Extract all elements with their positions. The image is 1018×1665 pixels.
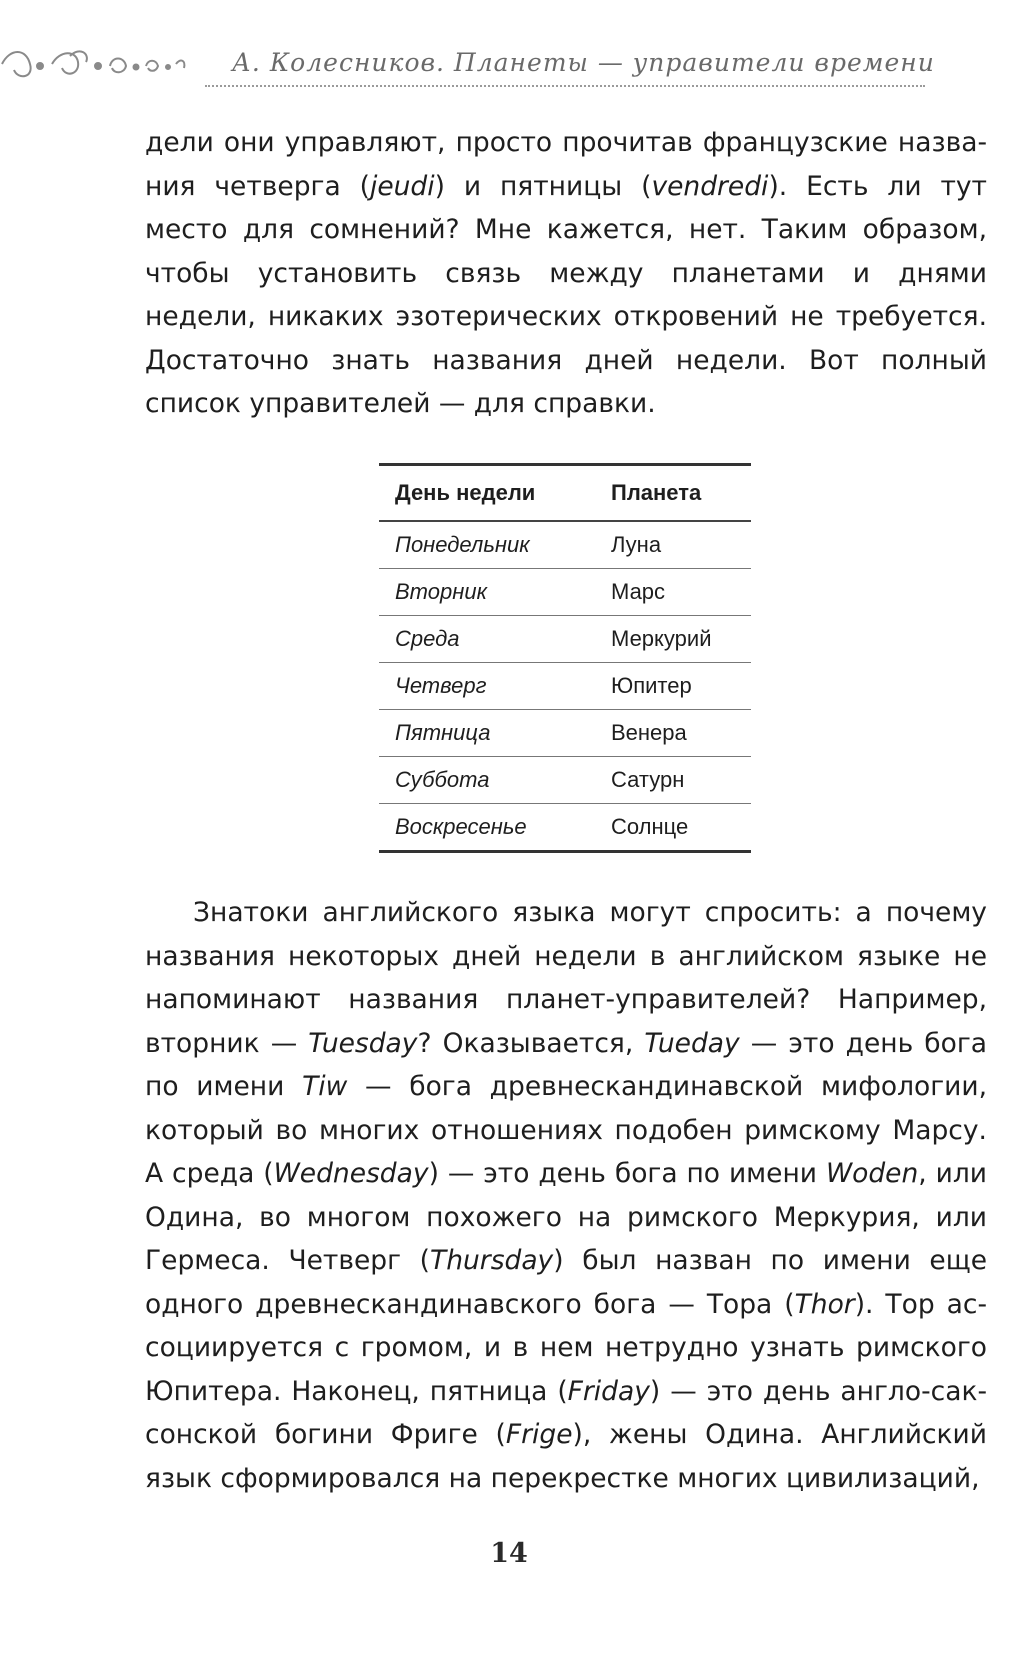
day-cell: Понедельник bbox=[379, 521, 595, 569]
day-cell: Четверг bbox=[379, 663, 595, 710]
italic-term: Tuesday bbox=[308, 1027, 418, 1059]
text-segment: ). Тор ассоциируется с громом, и в нем нетрудно узнать римского Юпитера. Наконец, пятница ( bbox=[145, 1288, 987, 1407]
page-number: 14 bbox=[490, 1538, 528, 1569]
header-dotted-rule bbox=[205, 85, 925, 87]
planet-cell: Луна bbox=[595, 521, 751, 569]
table-row bbox=[379, 521, 751, 569]
italic-term: Thor bbox=[794, 1288, 855, 1320]
column-header-day: День недели bbox=[379, 465, 595, 522]
planet-cell: Сатурн bbox=[595, 757, 751, 804]
paragraph-1 bbox=[145, 121, 987, 426]
table-row bbox=[379, 804, 751, 852]
italic-term: Wednesday bbox=[273, 1158, 429, 1189]
table-row bbox=[379, 569, 751, 616]
table-row bbox=[379, 757, 751, 804]
italic-term: Tueday bbox=[644, 1027, 740, 1059]
italic-term: vendredi bbox=[651, 170, 769, 202]
column-header-planet: Планета bbox=[595, 465, 751, 522]
text-segment: , или Одина, во многом похожего на римского Меркурия, или Гермеса. Четверг ( bbox=[145, 1158, 988, 1276]
italic-term: Tiw bbox=[302, 1071, 348, 1102]
text-segment: — это день бога по имени bbox=[145, 1027, 987, 1102]
day-cell: Среда bbox=[379, 616, 595, 663]
planet-cell: Меркурий bbox=[595, 616, 751, 663]
day-cell: Пятница bbox=[379, 710, 595, 757]
italic-term: Frige bbox=[505, 1419, 573, 1450]
planet-cell: Венера bbox=[595, 710, 751, 757]
planet-rulers-table bbox=[379, 463, 751, 853]
table-row bbox=[379, 710, 751, 757]
day-cell: Воскресенье bbox=[395, 814, 527, 839]
italic-term: Thursday bbox=[430, 1245, 554, 1276]
planet-cell: Юпитер bbox=[595, 663, 751, 710]
table-row bbox=[379, 663, 751, 710]
text-segment: ) был назван по имени еще одного древнескандинавского бога — Тора ( bbox=[145, 1245, 988, 1320]
planet-cell: Солнце bbox=[611, 814, 689, 839]
italic-term: Friday bbox=[567, 1375, 650, 1407]
text-segment: — бога древнескандинавской мифологии, который во многих отношениях подобен римскому Марсу. А среда ( bbox=[145, 1071, 988, 1189]
text-segment: дели они управляют, просто прочитав французские названия четверга ( bbox=[145, 127, 987, 202]
italic-term: jeudi bbox=[369, 170, 435, 202]
text-segment: ? Оказывается, bbox=[417, 1027, 645, 1059]
text-segment: ) и пятницы ( bbox=[434, 170, 652, 202]
text-segment: Знатоки английского языка могут спросить: а почему названия некоторых дней недели в английском языке не напоминают названия планет-управителей? Например, вторник — bbox=[145, 897, 987, 1059]
italic-term: Woden bbox=[825, 1158, 919, 1189]
table-header-row bbox=[379, 465, 751, 522]
day-cell: Вторник bbox=[379, 569, 595, 616]
floral-ornament-icon bbox=[0, 44, 190, 84]
text-segment: ), жены Одина. Английский язык сформировался на перекрестке многих цивилизаций, bbox=[145, 1419, 987, 1494]
text-segment: ) — это день бога по имени bbox=[428, 1158, 826, 1189]
table-row bbox=[379, 616, 751, 663]
text-segment: ). Есть ли тут место для сомнений? Мне кажется, нет. Таким образом, чтобы установить связь между планетами и днями недели, никаких эзотерических откровений не требуется. Достаточно знать названия дней недели. Вот полный список управителей — для справки. bbox=[145, 170, 987, 419]
text-segment: ) — это день англо-саксонской богини Фриге ( bbox=[145, 1375, 988, 1450]
planet-cell: Марс bbox=[595, 569, 751, 616]
day-cell: Суббота bbox=[379, 757, 595, 804]
paragraph-2 bbox=[145, 891, 987, 1500]
running-header bbox=[0, 38, 1018, 94]
running-title: А. Колесников. Планеты — управители времени bbox=[232, 48, 935, 77]
